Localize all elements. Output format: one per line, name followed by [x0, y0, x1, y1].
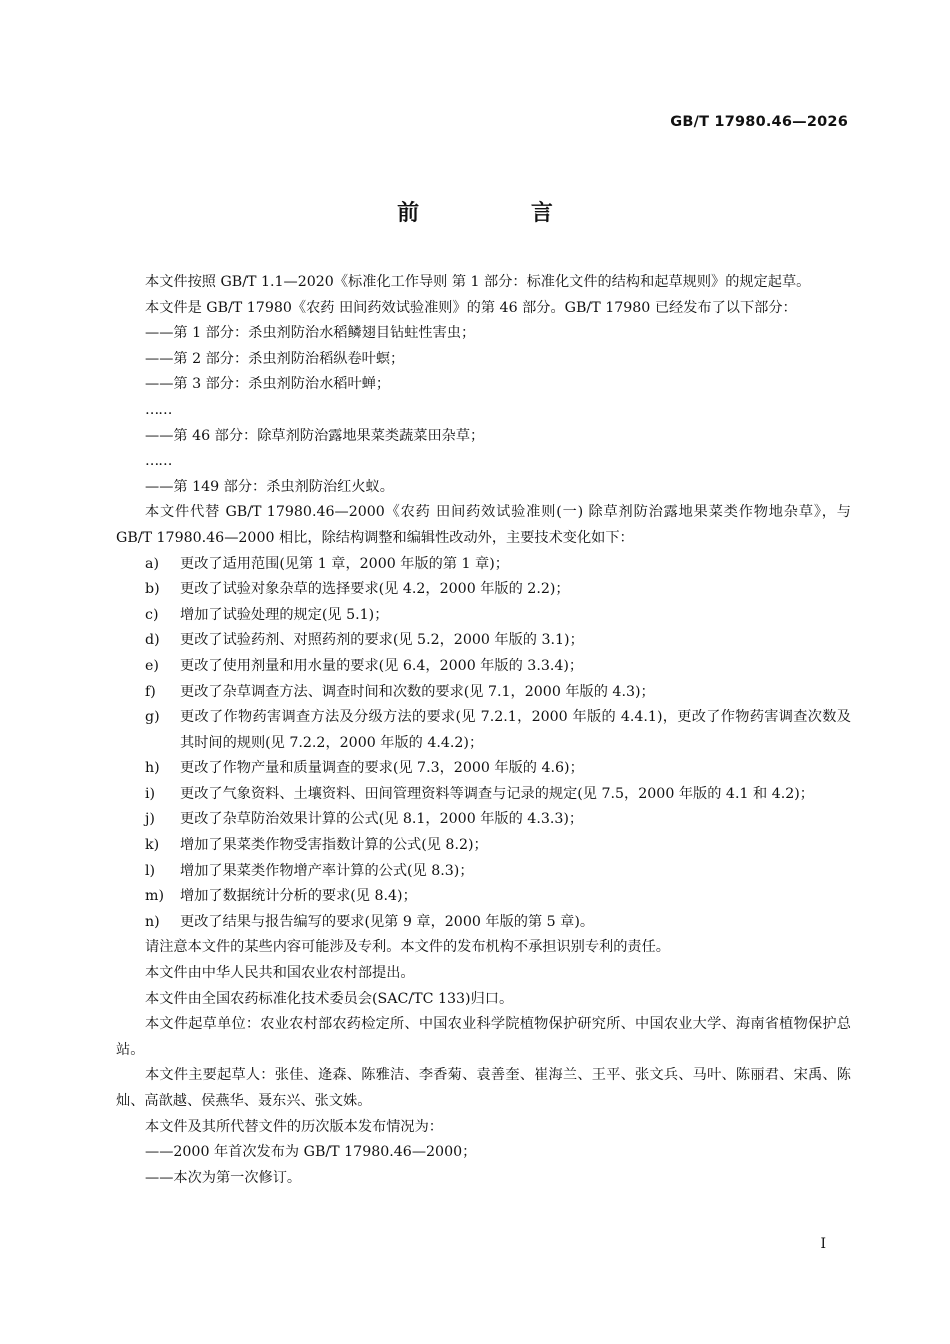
- change-label: n): [145, 913, 160, 930]
- change-text: 更改了结果与报告编写的要求(见第 9 章，2000 年版的第 5 章)。: [180, 913, 595, 930]
- change-item-h: [116, 756, 851, 782]
- part-list-ellipsis-2: ……: [145, 453, 172, 470]
- change-item-k: [116, 833, 851, 859]
- change-label: k): [145, 837, 160, 854]
- page-number: I: [820, 1236, 826, 1252]
- history-item-2: ——本次为第一次修订。: [145, 1169, 302, 1186]
- history-intro: 本文件及其所代替文件的历次版本发布情况为：: [145, 1118, 443, 1135]
- change-item-l: [116, 859, 851, 885]
- change-label: d): [145, 632, 160, 649]
- change-item-n: [116, 910, 851, 936]
- change-item-f: [116, 680, 851, 706]
- change-item-j: [116, 807, 851, 833]
- part-list-item-1: ——第 1 部分：杀虫剂防治水稻鳞翅目钻蛀性害虫；: [145, 325, 476, 342]
- change-text: 更改了作物产量和质量调查的要求(见 7.3，2000 年版的 4.6)；: [180, 760, 584, 777]
- change-text: 更改了作物药害调查方法及分级方法的要求(见 7.2.1，2000 年版的 4.4.1)，更改了作物药害调查次数及其时间的规则(见 7.2.2，2000 年版的 4.4.2)；: [180, 709, 851, 751]
- change-label: g): [145, 709, 160, 726]
- patent-notice: 请注意本文件的某些内容可能涉及专利。本文件的发布机构不承担识别专利的责任。: [145, 939, 670, 956]
- intro-paragraph-1: 本文件按照 GB/T 1.1—2020《标准化工作导则 第 1 部分：标准化文件的结构和起草规则》的规定起草。: [145, 274, 811, 290]
- change-text: 更改了杂草防治效果计算的公式(见 8.1，2000 年版的 4.3.3)；: [180, 811, 584, 828]
- change-item-g: [116, 705, 851, 756]
- change-item-a: [116, 552, 851, 578]
- standard-code: GB/T 17980.46—2026: [670, 114, 848, 130]
- change-text: 更改了使用剂量和用水量的要求(见 6.4，2000 年版的 3.3.4)；: [180, 657, 584, 674]
- change-text: 增加了试验处理的规定(见 5.1)；: [180, 606, 389, 623]
- change-text: 更改了杂草调查方法、调查时间和次数的要求(见 7.1，2000 年版的 4.3)；: [180, 683, 655, 700]
- change-text: 更改了试验药剂、对照药剂的要求(见 5.2，2000 年版的 3.1)；: [180, 632, 584, 649]
- change-label: b): [145, 581, 160, 598]
- drafting-units: 本文件起草单位：农业农村部农药检定所、中国农业科学院植物保护研究所、中国农业大学、海南省植物保护总站。: [116, 1016, 851, 1058]
- change-item-e: [116, 654, 851, 680]
- change-label: f): [145, 683, 156, 700]
- proposer-statement: 本文件由中华人民共和国农业农村部提出。: [145, 965, 415, 982]
- page-title: 前 言: [397, 201, 605, 226]
- change-text: 增加了果菜类作物受害指数计算的公式(见 8.2)；: [180, 837, 488, 854]
- part-list-item-2: ——第 2 部分：杀虫剂防治稻纵卷叶螟；: [145, 350, 405, 367]
- change-label: c): [145, 606, 159, 623]
- change-label: j): [145, 811, 155, 828]
- committee-statement: 本文件由全国农药标准化技术委员会(SAC/TC 133)归口。: [145, 990, 514, 1007]
- change-item-c: [116, 603, 851, 629]
- part-list-item-149: ——第 149 部分：杀虫剂防治红火蚁。: [145, 478, 394, 495]
- change-label: e): [145, 657, 159, 674]
- change-item-m: [116, 884, 851, 910]
- document-body: [116, 270, 851, 1191]
- change-item-d: [116, 628, 851, 654]
- change-label: i): [145, 785, 156, 802]
- replace-paragraph: 本文件代替 GB/T 17980.46—2000《农药 田间药效试验准则(一) 除草剂防治露地果菜类作物地杂草》，与 GB/T 17980.46—2000 相比，除结构调整和编辑性改动外，主要技术变化如下：: [116, 504, 851, 546]
- change-label: l): [145, 862, 156, 879]
- change-label: a): [145, 555, 159, 572]
- change-text: 增加了果菜类作物增产率计算的公式(见 8.3)；: [180, 862, 474, 879]
- change-text: 更改了气象资料、土壤资料、田间管理资料等调查与记录的规定(见 7.5，2000 年版的 4.1 和 4.2)；: [180, 785, 814, 802]
- change-text: 更改了适用范围(见第 1 章，2000 年版的第 1 章)；: [180, 555, 509, 572]
- part-list-item-46: ——第 46 部分：除草剂防治露地果菜类蔬菜田杂草；: [145, 427, 485, 444]
- change-item-i: [116, 782, 851, 808]
- intro-paragraph-2: 本文件是 GB/T 17980《农药 田间药效试验准则》的第 46 部分。GB/T 17980 已经发布了以下部分：: [145, 299, 797, 316]
- part-list-item-3: ——第 3 部分：杀虫剂防治水稻叶蝉；: [145, 376, 391, 393]
- change-item-b: [116, 577, 851, 603]
- changes-list: [116, 552, 851, 936]
- drafters: 本文件主要起草人：张佳、逄森、陈雅洁、李香菊、袁善奎、崔海兰、王平、张文兵、马叶、陈丽君、宋禹、陈灿、高歆越、侯燕华、聂东兴、张文姝。: [116, 1067, 851, 1109]
- change-label: h): [145, 760, 160, 777]
- change-label: m): [145, 888, 164, 905]
- history-item-1: ——2000 年首次发布为 GB/T 17980.46—2000；: [145, 1144, 477, 1161]
- change-text: 更改了试验对象杂草的选择要求(见 4.2，2000 年版的 2.2)；: [180, 581, 570, 598]
- part-list-ellipsis-1: ……: [145, 401, 172, 418]
- change-text: 增加了数据统计分析的要求(见 8.4)；: [180, 888, 417, 905]
